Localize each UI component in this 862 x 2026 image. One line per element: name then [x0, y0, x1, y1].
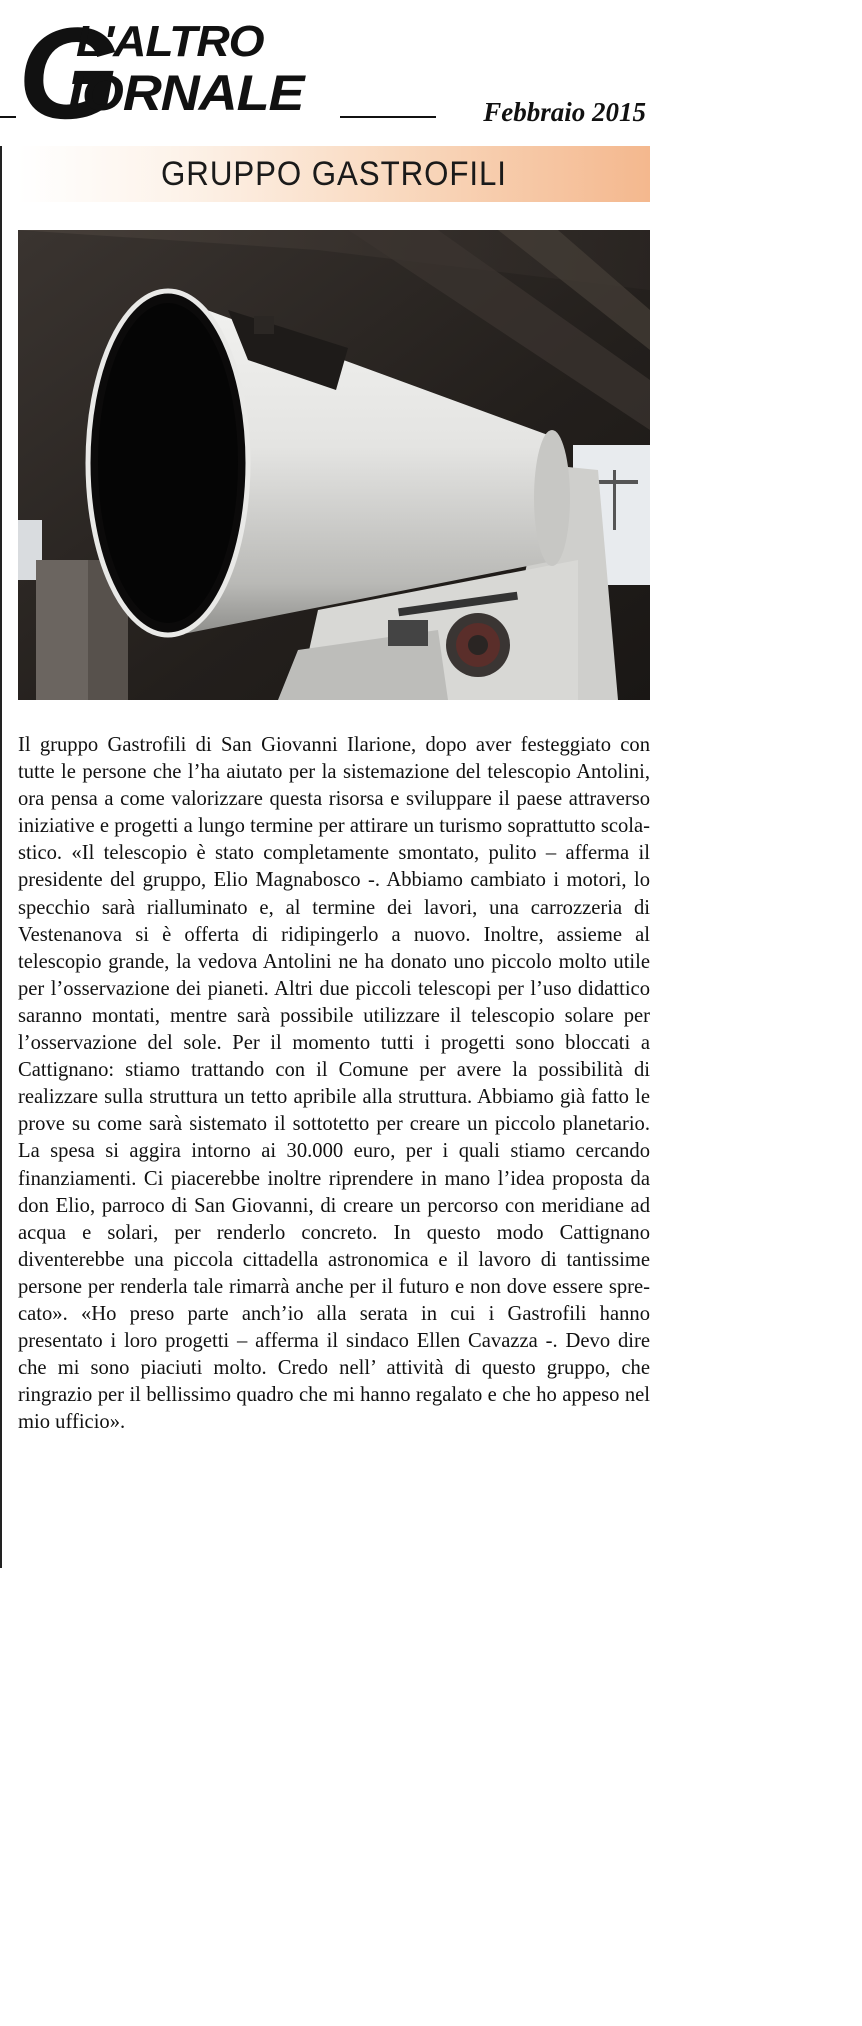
section-banner — [18, 146, 650, 202]
logo-line-1: L'ALTRO — [76, 17, 264, 66]
article-body: Il gruppo Gastrofili di San Giovanni Ilarione, dopo aver festeggiato con tutte le persone che l’ha aiutato per la sistemazione del telescopio Antolini, ora pensa a come valorizzare questa risorsa e sviluppare il paese attraverso iniziative e progetti a lungo termine per attirare un turismo soprattutto scolastico. «Il telescopio è stato completamente smontato, pulito – afferma il presidente del gruppo, Elio Magnabosco -. Abbiamo cambiato i motori, lo specchio sarà rialluminato e, al termine dei lavori, una carrozzeria di Vestenanova si è offerta di ridipingerlo a nuovo. Inoltre, assieme al telescopio grande, la vedova Antolini ne ha donato uno piccolo molto utile per l’osservazione dei pianeti. Altri due piccoli telescopi per l’uso didattico saranno montati, mentre sarà possibile utilizzare il telescopio solare per l’osservazione del sole. Per il momento tutti i progetti sono bloccati a Cattignano: stiamo trattando con il Comune per avere la possibilità di realizzare sulla struttura un tetto apribile alla struttura. Abbiamo già fatto le prove su come sarà sistemato il sottotetto per creare un piccolo planetario. La spesa si aggira intorno ai 30.000 euro, per i quali stiamo cercando finanziamenti. Ci piacerebbe inoltre riprendere in mano l’idea proposta da don Elio, parroco di San Giovanni, di creare un percorso con meridiane ad acqua e solari, per renderlo concreto. In questo modo Cattignano diventerebbe una piccola cittadella astronomica e il lavoro di tantissime persone per renderla tale rimarrà anche per il futuro e non dove essere sprecato». «Ho preso parte anch’io alla serata in cui i Gastrofili hanno presentato i loro progetti – afferma il sindaco Ellen Cavazza -. Devo dire che mi sono piaciuti molto. Credo nell’ attività di questo gruppo, che ringrazio per il bellissimo quadro che mi hanno regalato e che ho appeso nel mio ufficio». — [18, 734, 650, 1434]
masthead-rule-left — [0, 116, 16, 118]
logo-line-2: IORNALE — [68, 65, 304, 121]
masthead-rule-mid — [340, 116, 436, 118]
masthead — [0, 0, 664, 146]
newspaper-logo — [18, 0, 338, 146]
section-title: GRUPPO GASTROFILI — [161, 155, 507, 193]
telescope-illustration — [18, 230, 650, 700]
column-rule — [0, 146, 2, 1568]
logo-initial: G — [18, 0, 116, 146]
telescope-photo — [18, 230, 650, 700]
issue-date: Febbraio 2015 — [483, 97, 646, 127]
